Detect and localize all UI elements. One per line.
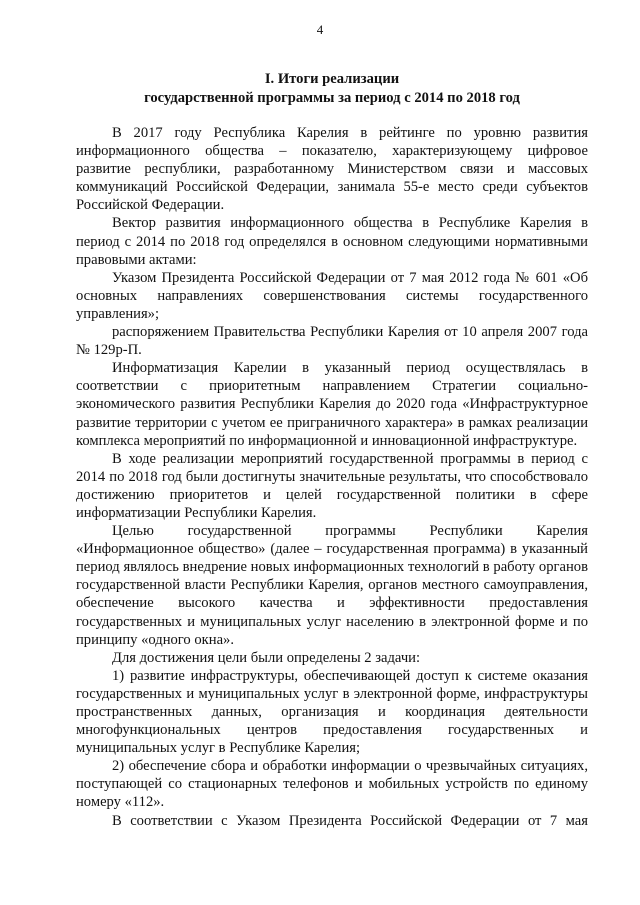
section-heading-line-1: I. Итоги реализации — [264, 71, 400, 87]
paragraph-program-goal: Целью государственной программы Республики Карелия «Информационное общество» (далее – государственная программа) в указанный период являлось внедрение новых информационных технологий в работу органов государственной власти Республики Карелия, органов местного самоуправления, обеспечение высокого качества и эффективности предоставления государственных и муниципальных услуг населению в электронной форме и по принципу «одного окна». — [76, 523, 588, 648]
page-number: 4 — [316, 22, 324, 37]
section-heading-line-2: государственной программы за период с 2014 по 2018 год — [144, 90, 520, 106]
paragraph-development-vector: Вектор развития информационного общества в Республике Карелия в период с 2014 по 2018 год определялся в основном следующими нормативными правовыми актами: — [76, 215, 588, 268]
paragraph-decree-continuation: В соответствии с Указом Президента Российской Федерации от 7 мая — [112, 812, 588, 829]
paragraph-government-order: распоряжением Правительства Республики Карелия от 10 апреля 2007 года № 129р-П. — [76, 324, 588, 359]
paragraph-rating: В 2017 году Республика Карелия в рейтинге по уровню развития информационного общества – показателю, характеризующему цифровое развитие республики, разработанному Министерством связи и массовых коммуникаций Российской Федерации, занимала 55-е место среди субъектов Российской Федерации. — [76, 125, 588, 214]
paragraph-task-2: 2) обеспечение сбора и обработки информации о чрезвычайных ситуациях, поступающей со стационарных телефонов и мобильных устройств по единому номеру «112». — [76, 758, 588, 811]
section-heading — [76, 70, 588, 108]
paragraph-results: В ходе реализации мероприятий государственной программы в период с 2014 по 2018 год были достигнуты значительные результаты, что способствовало достижению приоритетов и целей государственной политики в сфере информатизации Республики Карелия. — [76, 450, 588, 521]
paragraph-task-1: 1) развитие инфраструктуры, обеспечивающей доступ к системе оказания государственных и муниципальных услуг в электронной форме, инфраструктуры пространственных данных, организация и координация деятельности многофункциональных центров предоставления государственных и муниципальных услуг в Республике Карелия; — [76, 667, 588, 757]
paragraph-informatization: Информатизация Карелии в указанный период осуществлялась в соответствии с приоритетным направлением Стратегии социально-экономического развития Республики Карелия до 2020 года «Инфраструктурное развитие территории с учетом ее приграничного характера» в рамках реализации комплекса мероприятий по информационной и инновационной инфраструктуре. — [76, 360, 588, 449]
body-text — [76, 124, 588, 830]
paragraph-presidential-decree: Указом Президента Российской Федерации от 7 мая 2012 года № 601 «Об основных направлениях совершенствования системы государственного управления»; — [76, 269, 588, 322]
paragraph-tasks-intro: Для достижения цели были определены 2 задачи: — [112, 649, 421, 666]
